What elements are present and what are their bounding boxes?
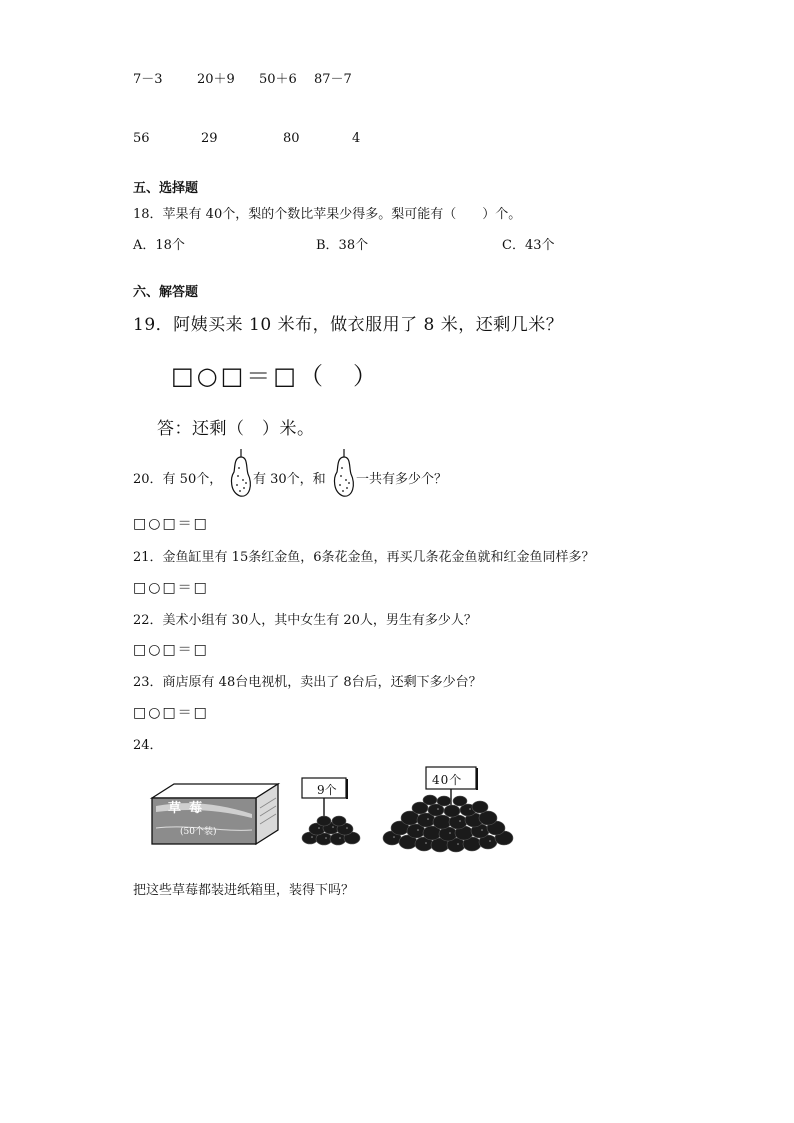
- q21-formula: □○□＝□: [133, 580, 209, 596]
- box-label: 草莓: [168, 801, 211, 816]
- question-20-part1: 20．有 50个，: [133, 472, 223, 487]
- question-22: 22．美术小组有 30人，其中女生有 20人，男生有多少人？: [133, 613, 477, 628]
- expression-1: 7－3: [133, 72, 163, 87]
- box-capacity-label: (50个装): [180, 827, 217, 837]
- pear-icon: [228, 448, 254, 500]
- q18-option-c: C．43个: [502, 238, 555, 253]
- answer-3: 80: [283, 131, 300, 146]
- q18-option-a: A．18个: [133, 238, 185, 253]
- question-20-part2: 有 30个，和: [253, 472, 326, 487]
- q20-formula: □○□＝□: [133, 516, 209, 532]
- question-19: 19．阿姨买来 10 米布，做衣服用了 8 米，还剩几米？: [133, 315, 564, 335]
- question-23: 23．商店原有 48台电视机，卖出了 8台后，还剩下多少台？: [133, 675, 482, 690]
- q19-formula: □○□＝□（ ）: [171, 362, 380, 390]
- answer-1: 56: [133, 131, 150, 146]
- small-sign-label: 9个: [317, 783, 337, 797]
- question-24-text: 把这些草莓都装进纸箱里，装得下吗？: [133, 883, 355, 898]
- q19-answer-line: 答：还剩（ ）米。: [157, 419, 315, 439]
- section-title-choice: 五、选择题: [133, 181, 199, 196]
- pear-icon: [331, 448, 357, 500]
- large-sign-label: 40个: [432, 773, 463, 787]
- q18-option-b: B．38个: [316, 238, 369, 253]
- section-title-answer: 六、解答题: [133, 285, 199, 300]
- expression-2: 20＋9: [197, 72, 235, 87]
- expression-3: 50＋6: [259, 72, 297, 87]
- answer-2: 29: [201, 131, 218, 146]
- strawberry-pile-large: [380, 788, 520, 856]
- question-20-part3: 一共有多少个？: [356, 472, 448, 487]
- question-24-number: 24．: [133, 738, 163, 753]
- question-18: 18．苹果有 40个，梨的个数比苹果少得多。梨可能有（ ）个。: [133, 207, 522, 222]
- answer-4: 4: [352, 131, 361, 146]
- expression-4: 87－7: [314, 72, 352, 87]
- strawberry-pile-small: [300, 812, 366, 846]
- q22-formula: □○□＝□: [133, 642, 209, 658]
- question-21: 21．金鱼缸里有 15条红金鱼，6条花金鱼，再买几条花金鱼就和红金鱼同样多？: [133, 550, 595, 565]
- q23-formula: □○□＝□: [133, 705, 209, 721]
